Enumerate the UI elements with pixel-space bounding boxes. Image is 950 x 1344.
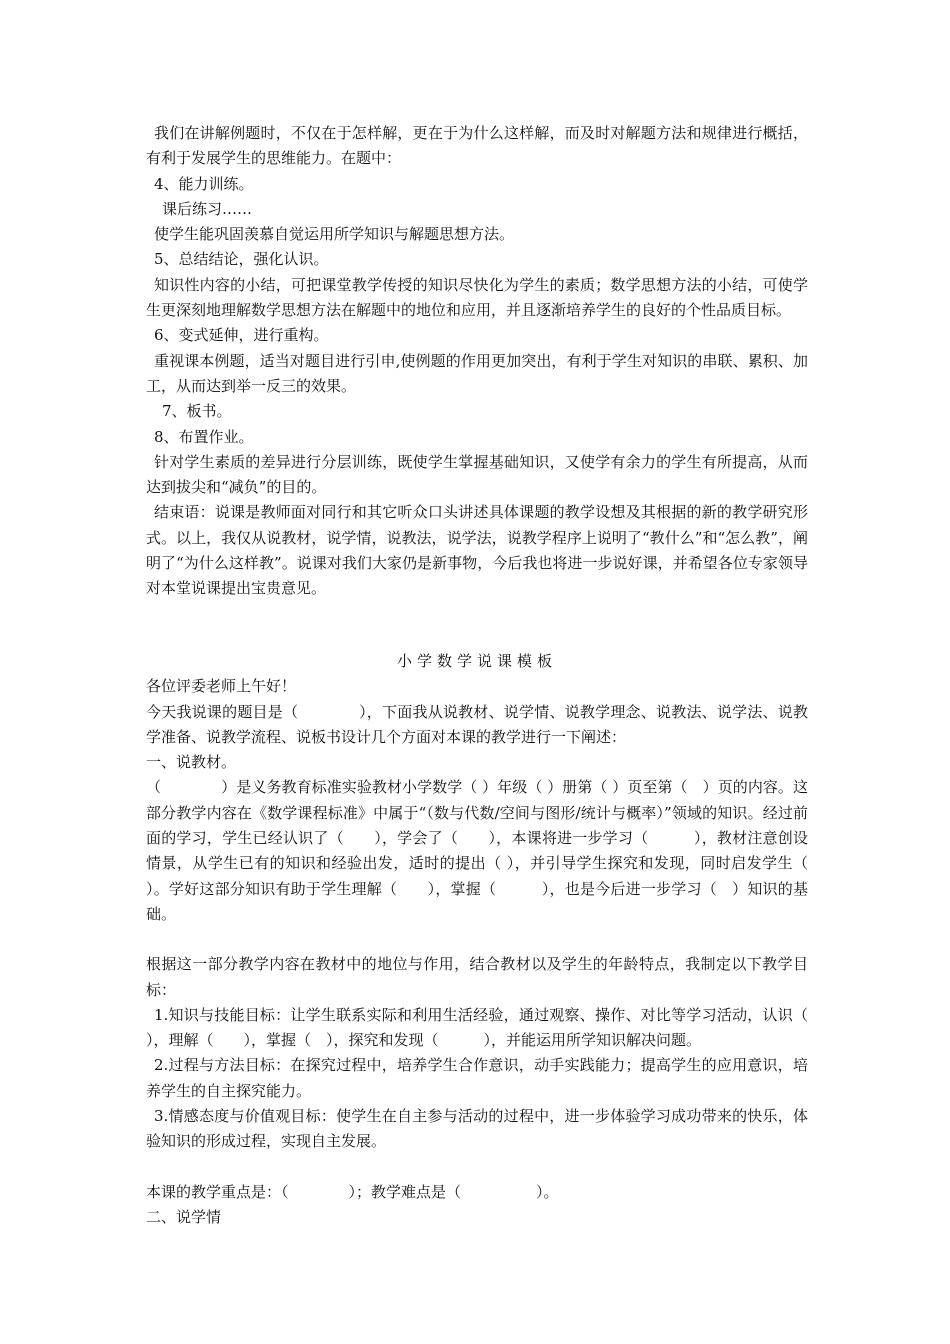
lesson-template-section: [146, 649, 839, 1230]
paragraph-assignment: 针对学生素质的差异进行分层训练，既使学生掌握基础知识，又使学有余力的学生有所提高，从而达到拔尖和“减负”的目的。: [146, 452, 808, 497]
heading-summary: 5、总结结论，强化认识。: [154, 250, 329, 269]
paragraph-intro: 今天我说课的题目是（ ），下面我从说教材、说学情、说教学理念、说教法、说学法、说教学准备、说教学流程、说板书设计几个方面对本课的教学进行一下阐述：: [146, 702, 808, 746]
paragraph-key-points: 本课的教学重点是：（ ）；教学难点是（ ）。: [146, 1182, 559, 1201]
paragraph-goals-intro: 根据这一部分教学内容在教材中的地位与作用，结合教材以及学生的年龄特点，我制定以下教学目标：: [146, 955, 808, 999]
blank-line: [146, 1155, 808, 1180]
heading-assignment: 8、布置作业。: [154, 427, 254, 446]
goal-knowledge-skills: 1.知识与技能目标：让学生联系实际和利用生活经验，通过观察、操作、对比等学习活动，认识（ ），理解（ ），掌握（ ），探究和发现（ ），并能运用所学知识解决问题。: [146, 1005, 839, 1050]
paragraph-summary: 知识性内容的小结，可把课堂教学传授的知识尽快化为学生的素质；数学思想方法的小结，可使学生更深刻地理解数学思想方法在解题中的地位和应用，并且逐渐培养学生的良好的个性品质目标。: [146, 275, 808, 320]
blank-line: [146, 927, 808, 952]
heading-blackboard: 7、板书。: [162, 402, 232, 421]
paragraph-conclusion: 结束语：说课是教师面对同行和其它听众口头讲述具体课题的教学设想及其根据的新的教学研究形式。以上，我仅从说教材，说学情，说教法，说学法，说教学程序上说明了“教什么”和“怎么教”，阐明了“为什么这样教”。说课对我们大家仍是新事物，今后我也将进一步说好课，并希望各位专家领导对本堂说课提出宝贵意见。: [146, 503, 808, 598]
paragraph-textbook: （ ）是义务教育标准实验教材小学数学（ ）年级（ ）册第（ ）页至第（ ）页的内容。这部分教学内容在《数学课程标准》中属于“（数与代数/空间与图形/统计与概率）”领域的知识。经过前面的学习，学生已经认识了（ ），学会了（ ），本课将进一步学习（ ），教材注意创设情景，从学生已有的知识和经验出发，适时的提出（ ），并引导学生探究和发现，同时启发学生（ ）。学好这部分知识有助于学生理解（ ），掌握（ ），也是今后进一步学习（ ）知识的基础。: [146, 778, 808, 923]
paragraph-extension: 重视课本例题，适当对题目进行引申,使例题的作用更加突出，有利于学生对知识的串联、累积、加工，从而达到举一反三的效果。: [146, 351, 808, 395]
heading-extension: 6、变式延伸，进行重构。: [154, 326, 329, 345]
heading-student-analysis: 二、说学情: [146, 1207, 222, 1226]
lesson-procedure-section: [146, 121, 808, 602]
goal-process-methods: 2.过程与方法目标：在探究过程中，培养学生合作意识，动手实践能力；提高学生的应用意识，培养学生的自主探究能力。: [146, 1056, 808, 1100]
greeting: 各位评委老师上午好！: [146, 677, 297, 696]
heading-textbook: 一、说教材。: [146, 753, 237, 772]
sub-heading-homework: 课后练习……: [162, 199, 253, 218]
heading-ability-training: 4、能力训练。: [154, 174, 254, 193]
goal-emotion-values: 3.情感态度与价值观目标：使学生在自主参与活动的过程中，进一步体验学习成功带来的快乐，体验知识的形成过程，实现自主发展。: [146, 1107, 808, 1151]
paragraph-consolidation: 使学生能巩固羡慕自觉运用所学知识与解题思想方法。: [154, 225, 515, 244]
template-title: 小学数学说课模板: [396, 652, 557, 670]
paragraph-example-explanation: 我们在讲解例题时，不仅在于怎样解，更在于为什么这样解，而及时对解题方法和规律进行概括，有利于发展学生的思维能力。在题中：: [146, 124, 808, 168]
